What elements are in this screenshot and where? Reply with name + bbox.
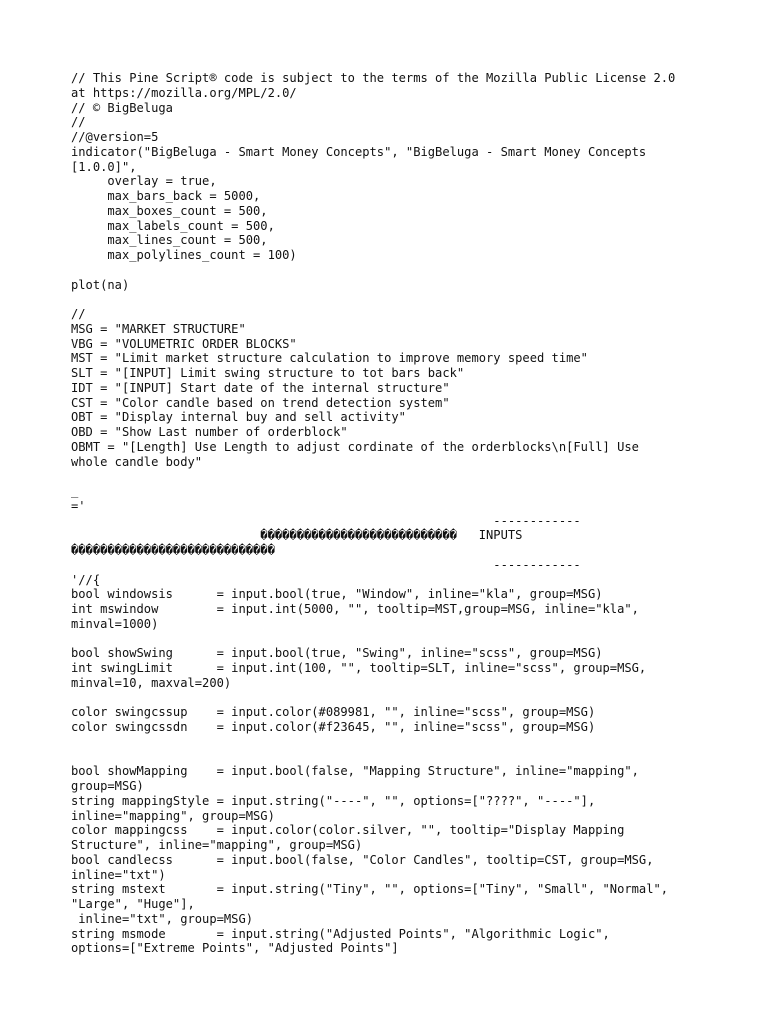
code-line: =' bbox=[71, 498, 86, 513]
code-line bbox=[71, 292, 711, 307]
code-line: // © BigBeluga bbox=[71, 100, 173, 115]
code-line: VBG = "VOLUMETRIC ORDER BLOCKS" bbox=[71, 336, 297, 351]
code-document bbox=[71, 71, 711, 956]
code-line: MST = "Limit market structure calculation to improve memory speed time" bbox=[71, 351, 588, 366]
code-line: //@version=5 bbox=[71, 130, 159, 144]
code-line: IDT = "[INPUT] Start date of the internal structure" bbox=[71, 380, 450, 395]
code-line: OBD = "Show Last number of orderblock" bbox=[71, 425, 348, 439]
code-line bbox=[71, 750, 711, 765]
code-line: '//{ bbox=[71, 572, 101, 587]
section-divider: ------------ bbox=[71, 557, 581, 572]
code-line: "Large", "Huge"], bbox=[71, 897, 195, 911]
code-line: max_lines_count = 500, bbox=[71, 233, 268, 248]
code-line bbox=[71, 263, 711, 278]
code-line: int mswindow = input.int(5000, "", tooltip=MST,group=MSG, inline="kla", bbox=[71, 602, 639, 616]
code-line: max_boxes_count = 500, bbox=[71, 203, 268, 218]
code-line: max_bars_back = 5000, bbox=[71, 189, 261, 203]
code-line: whole candle body" bbox=[71, 454, 203, 469]
code-line: at https://mozilla.org/MPL/2.0/ bbox=[71, 85, 297, 100]
code-line: indicator("BigBeluga - Smart Money Concepts", "BigBeluga - Smart Money Concepts bbox=[71, 144, 647, 159]
code-line: max_labels_count = 500, bbox=[71, 218, 275, 233]
code-line: string msmode = input.string("Adjusted Points", "Algorithmic Logic", bbox=[71, 926, 610, 941]
code-line: minval=10, maxval=200) bbox=[71, 675, 232, 690]
code-line: group=MSG) bbox=[71, 779, 144, 793]
section-header-garbled: ���������������������������� bbox=[71, 543, 275, 557]
code-line: color swingcssdn = input.color(#f23645, "", inline="scss", group=MSG) bbox=[71, 720, 596, 734]
code-line: // bbox=[71, 115, 86, 130]
code-line: Structure", inline="mapping", group=MSG) bbox=[71, 838, 363, 852]
code-line: int swingLimit = input.int(100, "", tooltip=SLT, inline="scss", group=MSG, bbox=[71, 661, 647, 675]
section-divider: ------------ bbox=[71, 513, 581, 528]
code-line: max_polylines_count = 100) bbox=[71, 248, 297, 262]
code-line: bool showMapping = input.bool(false, "Mapping Structure", inline="mapping", bbox=[71, 764, 639, 779]
code-line: // bbox=[71, 307, 86, 321]
code-line: _ bbox=[71, 484, 79, 498]
code-line: string mstext = input.string("Tiny", "", options=["Tiny", "Small", "Normal", bbox=[71, 882, 669, 897]
code-line bbox=[71, 691, 711, 706]
code-line: MSG = "MARKET STRUCTURE" bbox=[71, 321, 246, 336]
code-line: bool showSwing = input.bool(true, "Swing", inline="scss", group=MSG) bbox=[71, 646, 603, 661]
code-line: CST = "Color candle based on trend detection system" bbox=[71, 395, 450, 410]
code-line: plot(na) bbox=[71, 277, 130, 292]
code-line bbox=[71, 469, 711, 484]
code-line: color swingcssup = input.color(#089981, "", inline="scss", group=MSG) bbox=[71, 705, 596, 720]
code-line: inline="mapping", group=MSG) bbox=[71, 808, 275, 823]
code-line: OBT = "Display internal buy and sell activity" bbox=[71, 410, 406, 425]
code-line: bool candlecss = input.bool(false, "Color Candles", tooltip=CST, group=MSG, bbox=[71, 852, 654, 867]
code-line: inline="txt", group=MSG) bbox=[71, 911, 254, 926]
code-line bbox=[71, 632, 711, 647]
code-line: // This Pine Script® code is subject to the terms of the Mozilla Public License 2.0 bbox=[71, 71, 676, 85]
code-line: color mappingcss = input.color(color.silver, "", tooltip="Display Mapping bbox=[71, 823, 625, 838]
code-line: [1.0.0]", bbox=[71, 159, 137, 174]
code-line: OBMT = "[Length] Use Length to adjust cordinate of the orderblocks\n[Full] Use bbox=[71, 439, 639, 454]
code-line: inline="txt") bbox=[71, 867, 166, 882]
code-line: options=["Extreme Points", "Adjusted Points"] bbox=[71, 941, 399, 956]
code-line: bool windowsis = input.bool(true, "Window", inline="kla", group=MSG) bbox=[71, 587, 603, 602]
code-line bbox=[71, 735, 711, 750]
code-line: overlay = true, bbox=[71, 174, 217, 189]
section-header-inputs: ��������������������������� INPUTS bbox=[71, 528, 523, 543]
code-line: minval=1000) bbox=[71, 616, 159, 631]
code-line: SLT = "[INPUT] Limit swing structure to tot bars back" bbox=[71, 366, 465, 380]
code-line: string mappingStyle = input.string("----", "", options=["????", "----"], bbox=[71, 793, 596, 808]
